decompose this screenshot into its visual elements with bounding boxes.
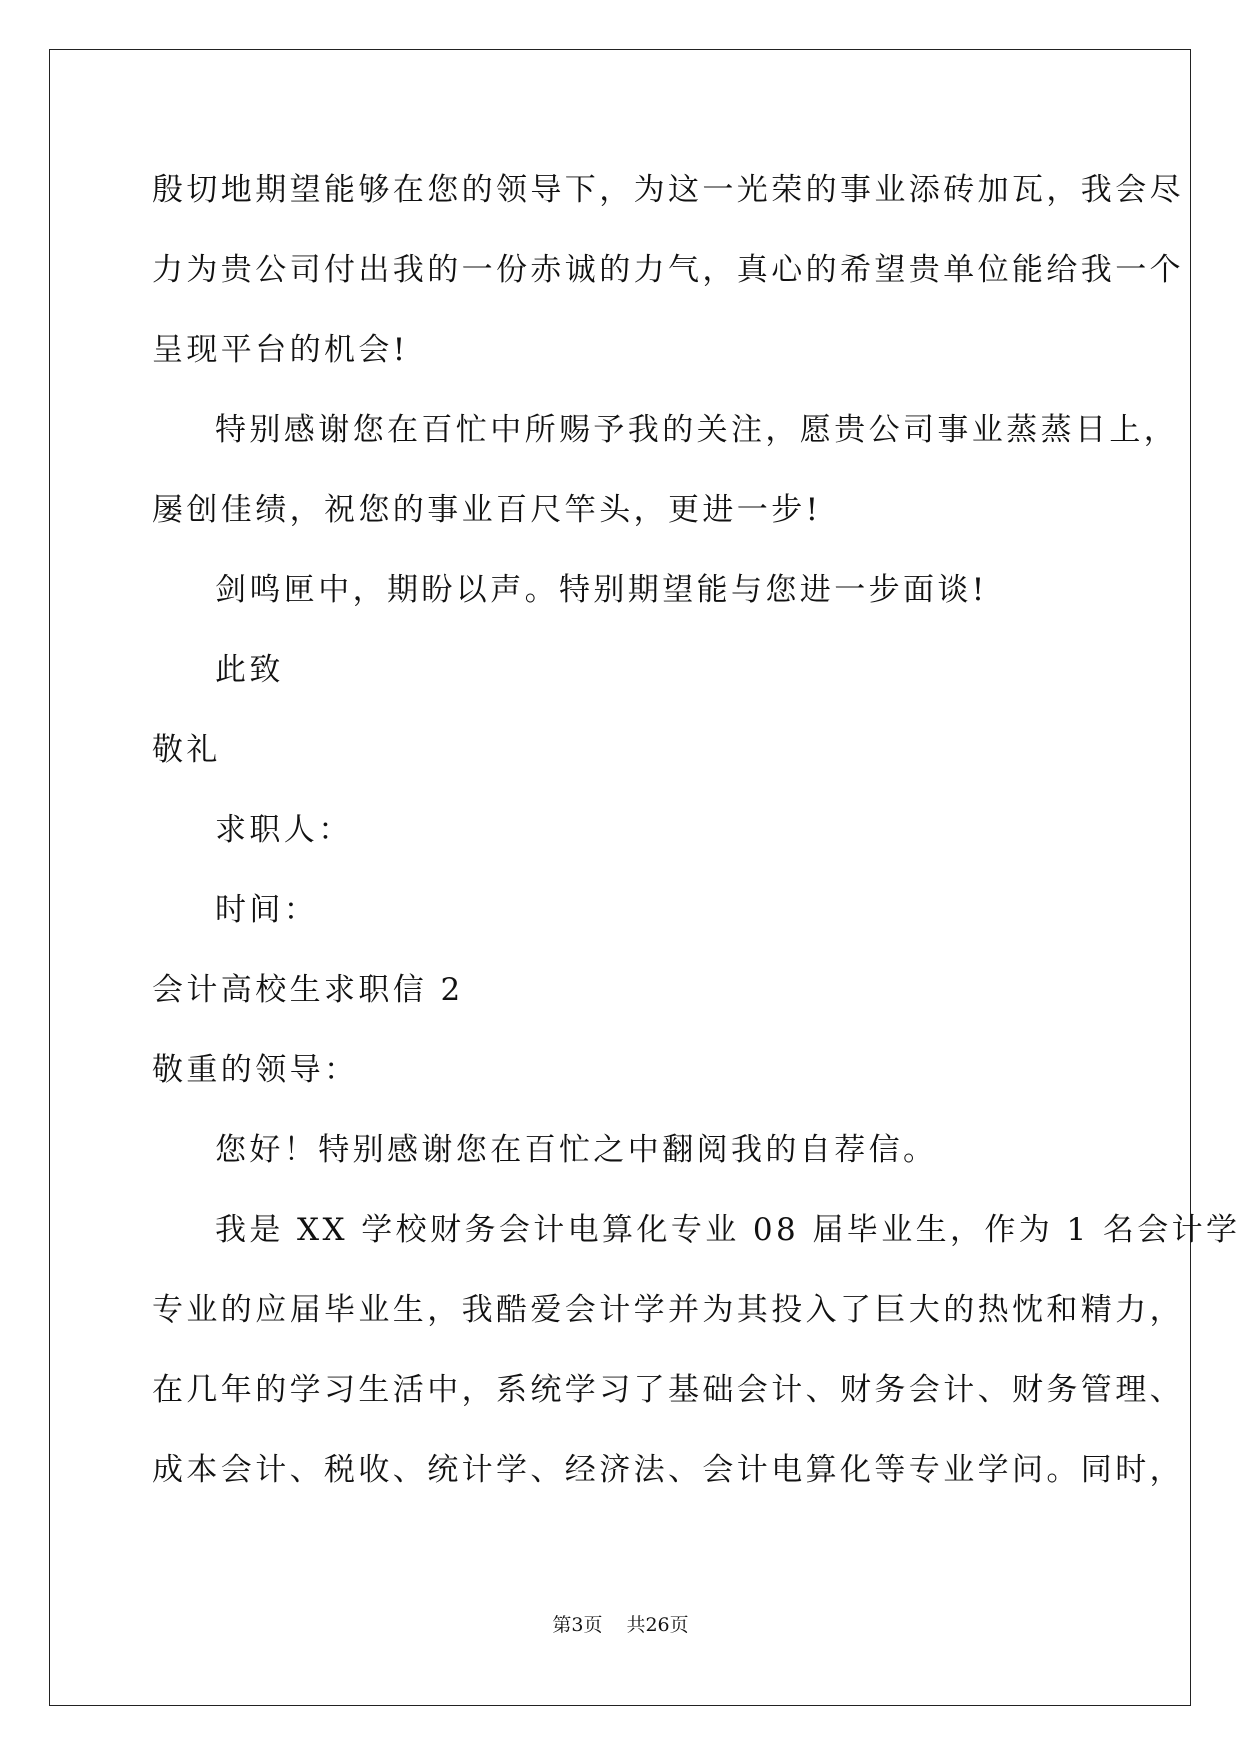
paragraph-line: 呈现平台的机会! (152, 332, 409, 368)
page-total: 26 (645, 1614, 670, 1636)
paragraph-line: 殷切地期望能够在您的领导下，为这一光荣的事业添砖加瓦，我会尽 (152, 172, 1184, 208)
total-suffix: 页 (669, 1614, 689, 1636)
page-suffix: 页 (583, 1614, 603, 1636)
section-heading: 会计高校生求职信 2 (152, 972, 464, 1008)
closing-line: 此致 (215, 652, 284, 688)
paragraph-line: 屡创佳绩，祝您的事业百尺竿头，更进一步! (152, 492, 822, 528)
paragraph-line: 成本会计、税收、统计学、经济法、会计电算化等专业学问。同时， (152, 1452, 1184, 1488)
date-line: 时间： (215, 892, 319, 928)
page-current: 3 (571, 1614, 584, 1636)
greeting-line: 敬重的领导： (152, 1052, 359, 1088)
paragraph-line: 在几年的学习生活中，系统学习了基础会计、财务会计、财务管理、 (152, 1372, 1184, 1408)
document-body (152, 164, 1241, 1524)
paragraph-line: 力为贵公司付出我的一份赤诚的力气，真心的希望贵单位能给我一个 (152, 252, 1184, 288)
salutation-line: 敬礼 (152, 732, 221, 768)
paragraph-line: 您好！特别感谢您在百忙之中翻阅我的自荐信。 (215, 1132, 938, 1168)
paragraph-line: 专业的应届毕业生，我酷爱会计学并为其投入了巨大的热忱和精力， (152, 1292, 1184, 1328)
paragraph-line: 我是 XX 学校财务会计电算化专业 08 届毕业生，作为 1 名会计学 (215, 1212, 1241, 1248)
paragraph-line: 特别感谢您在百忙中所赐予我的关注，愿贵公司事业蒸蒸日上， (215, 412, 1179, 448)
applicant-line: 求职人： (215, 812, 353, 848)
paragraph-line: 剑鸣匣中，期盼以声。特别期望能与您进一步面谈! (215, 572, 988, 608)
page-prefix: 第 (552, 1614, 572, 1636)
total-prefix: 共 (626, 1614, 646, 1636)
page-footer (0, 1610, 1241, 1637)
